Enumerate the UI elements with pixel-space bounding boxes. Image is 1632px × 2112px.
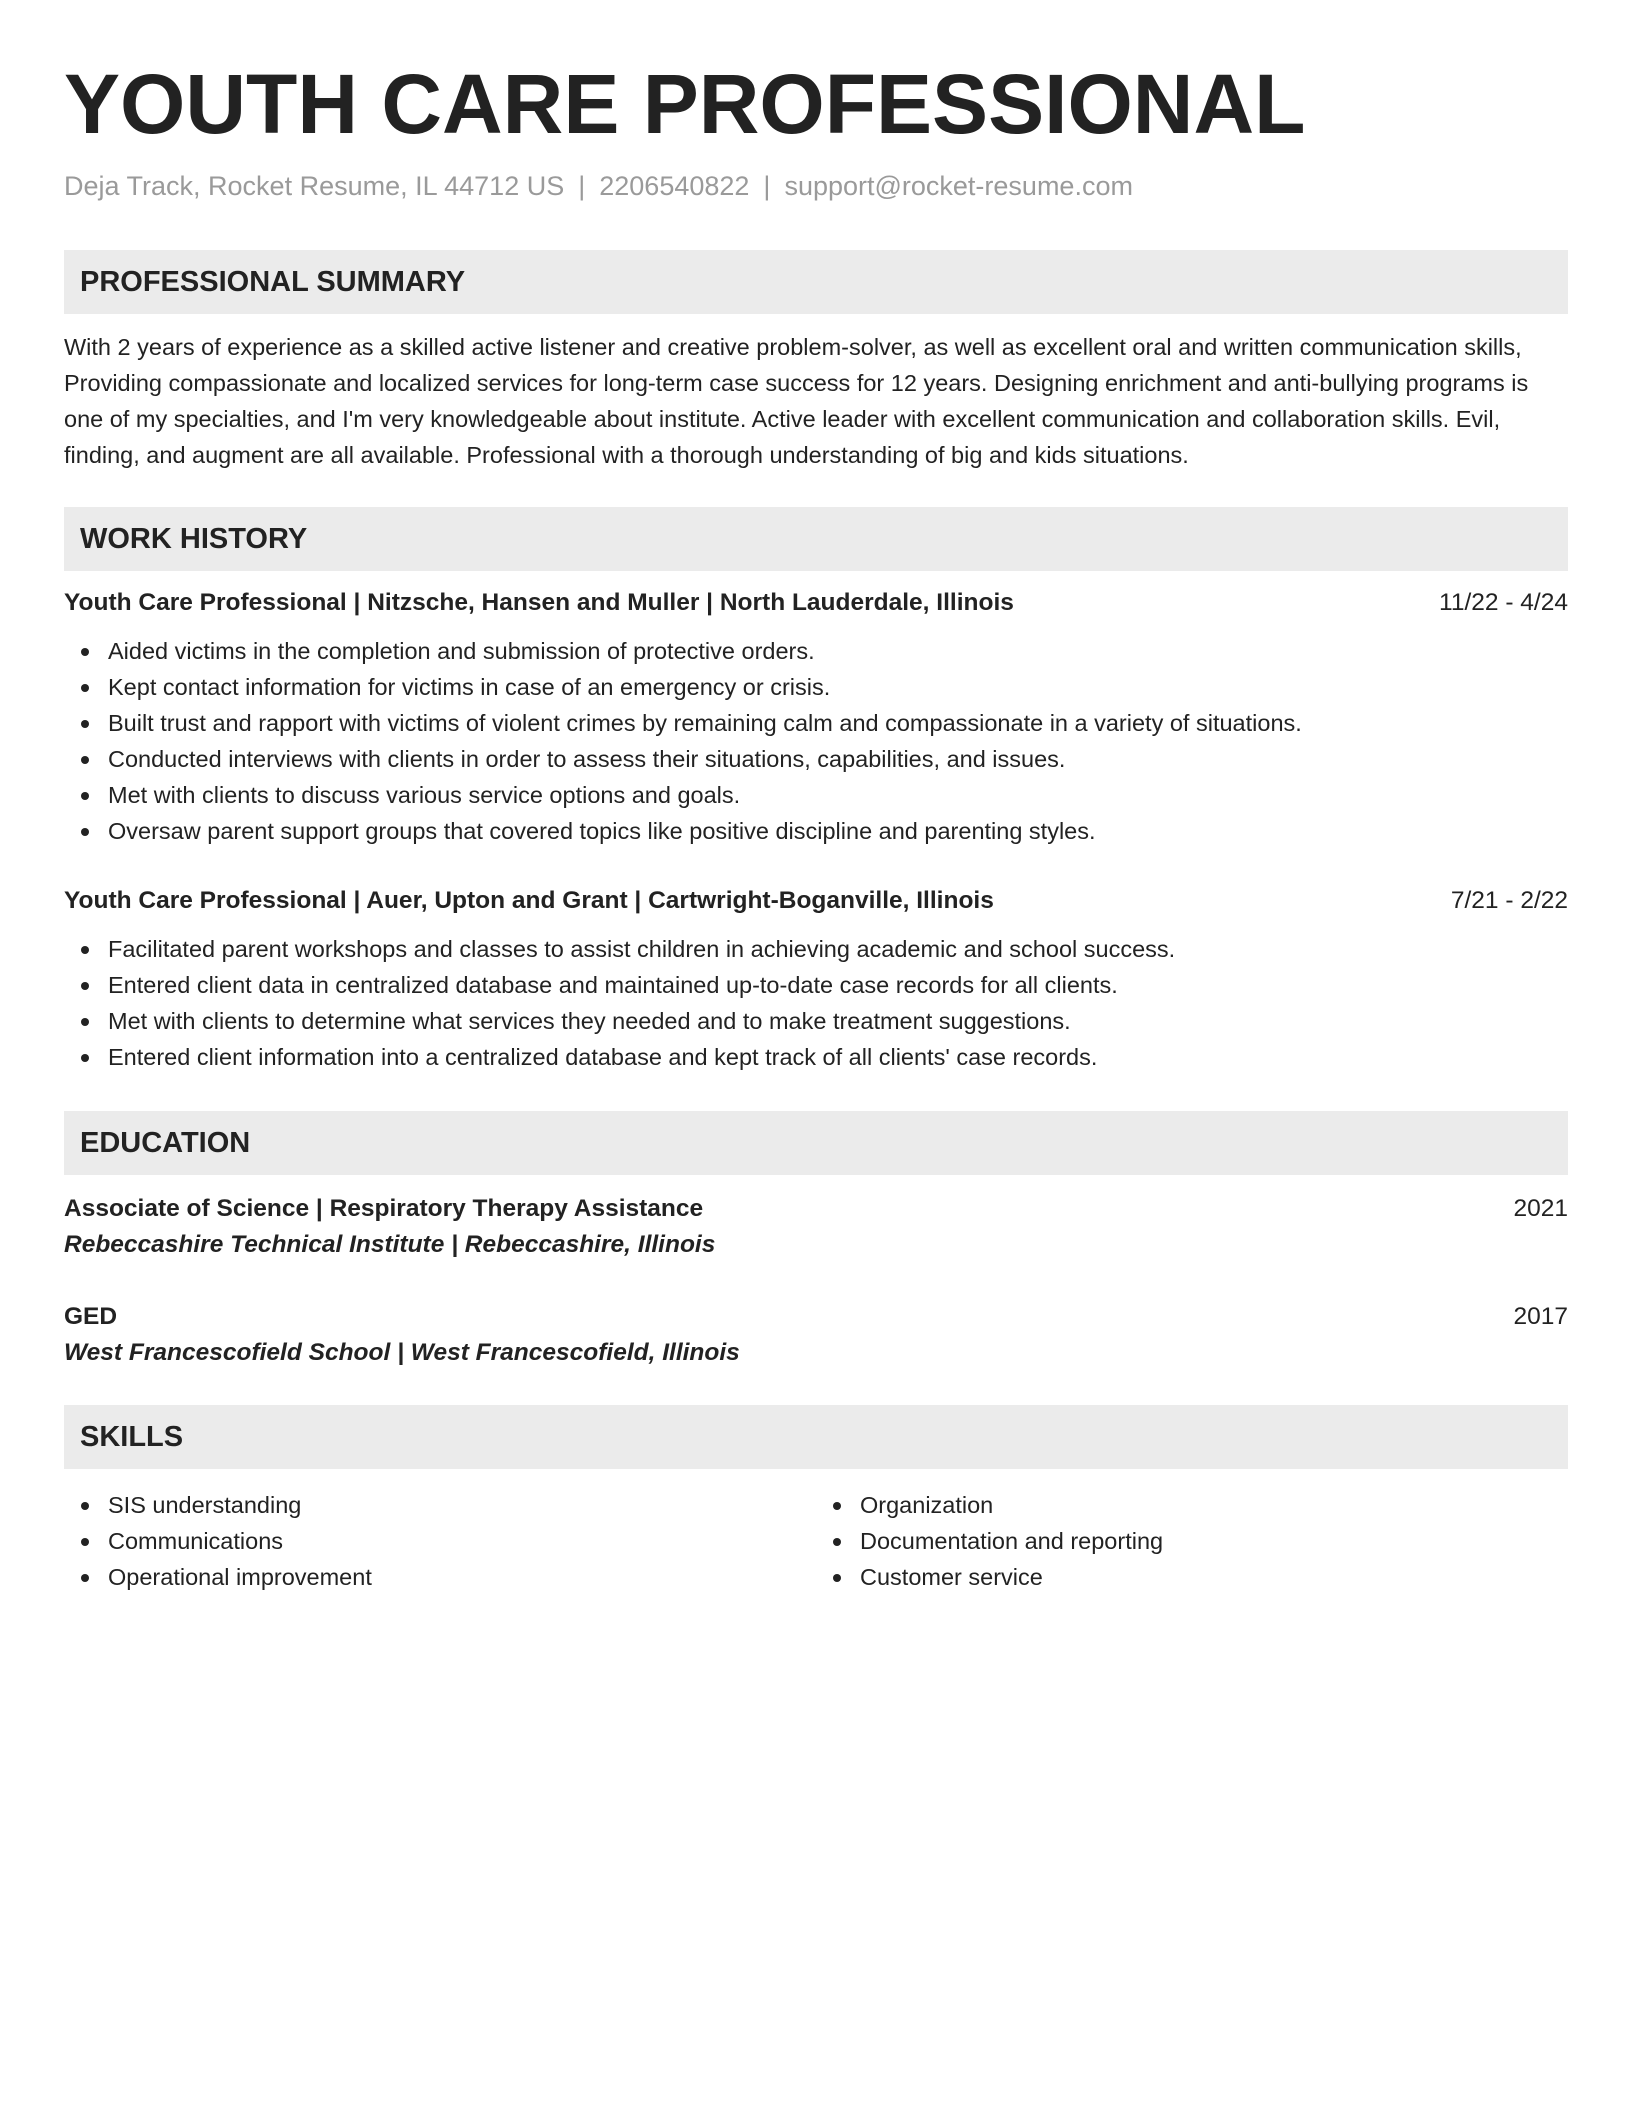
education-school: West Francescofield School | West Francescofield, Illinois <box>64 1339 740 1367</box>
job-bullet: Facilitated parent workshops and classes to assist children in achieving academic and school success. <box>64 931 1568 967</box>
job-bullet: Met with clients to determine what services they needed and to make treatment suggestions. <box>64 1003 1568 1039</box>
contact-phone: 2206540822 <box>599 171 750 201</box>
job-header <box>64 887 1568 915</box>
job-title: Youth Care Professional | Nitzsche, Hansen and Muller | North Lauderdale, Illinois <box>64 589 1014 617</box>
skills-column-left <box>64 1487 816 1595</box>
education-header <box>64 1303 1568 1331</box>
education-school: Rebeccashire Technical Institute | Rebeccashire, Illinois <box>64 1231 716 1259</box>
skill-item: Communications <box>64 1523 816 1559</box>
education-year: 2021 <box>1513 1195 1568 1223</box>
contact-address: Deja Track, Rocket Resume, IL 44712 US <box>64 171 565 201</box>
skill-item: Organization <box>816 1487 1568 1523</box>
skill-item: Operational improvement <box>64 1559 816 1595</box>
job-entry <box>64 589 1568 849</box>
job-header <box>64 589 1568 617</box>
job-dates: 11/22 - 4/24 <box>1439 589 1568 617</box>
section-heading-summary: PROFESSIONAL SUMMARY <box>64 250 1568 314</box>
job-bullet: Conducted interviews with clients in order to assess their situations, capabilities, and issues. <box>64 741 1568 777</box>
job-bullet: Oversaw parent support groups that covered topics like positive discipline and parenting styles. <box>64 813 1568 849</box>
contact-separator: | <box>763 171 771 201</box>
section-heading-education: EDUCATION <box>64 1111 1568 1175</box>
job-bullet: Entered client information into a centralized database and kept track of all clients' case records. <box>64 1039 1568 1075</box>
summary-text: With 2 years of experience as a skilled active listener and creative problem-solver, as well as excellent oral and written communication skills, Providing compassionate and localized services for long-term case success for 12 years. Designing enrichment and anti-bullying programs is one of my specialties, and I'm very knowledgeable about institute. Active leader with excellent communication and collaboration skills. Evil, finding, and augment are all available. Professional with a thorough understanding of big and kids situations. <box>64 334 1529 469</box>
section-heading-work-history: WORK HISTORY <box>64 507 1568 571</box>
education-entry <box>64 1303 1568 1367</box>
skill-item: Documentation and reporting <box>816 1523 1568 1559</box>
skill-item: SIS understanding <box>64 1487 816 1523</box>
job-entry <box>64 887 1568 1075</box>
job-bullet: Built trust and rapport with victims of violent crimes by remaining calm and compassionate in a variety of situations. <box>64 705 1568 741</box>
education-degree: GED <box>64 1303 118 1331</box>
job-bullet: Aided victims in the completion and submission of protective orders. <box>64 633 1568 669</box>
job-title: Youth Care Professional | Auer, Upton and Grant | Cartwright-Boganville, Illinois <box>64 887 994 915</box>
education-year: 2017 <box>1513 1303 1568 1331</box>
skills-grid <box>64 1487 1568 1595</box>
education-entry <box>64 1195 1568 1259</box>
contact-email: support@rocket-resume.com <box>784 171 1133 201</box>
education-degree: Associate of Science | Respiratory Therapy Assistance <box>64 1195 704 1223</box>
job-bullet: Entered client data in centralized database and maintained up-to-date case records for all clients. <box>64 967 1568 1003</box>
job-bullet-list <box>64 931 1568 1075</box>
section-heading-skills: SKILLS <box>64 1405 1568 1469</box>
education-header <box>64 1195 1568 1223</box>
job-bullet: Met with clients to discuss various service options and goals. <box>64 777 1568 813</box>
job-dates: 7/21 - 2/22 <box>1450 887 1568 915</box>
contact-separator: | <box>578 171 586 201</box>
candidate-name: YOUTH CARE PROFESSIONAL <box>64 57 1306 151</box>
skills-list <box>816 1487 1568 1595</box>
job-bullet: Kept contact information for victims in case of an emergency or crisis. <box>64 669 1568 705</box>
contact-line <box>64 170 1568 202</box>
skills-column-right <box>816 1487 1568 1595</box>
skill-item: Customer service <box>816 1559 1568 1595</box>
job-bullet-list <box>64 633 1568 849</box>
skills-list <box>64 1487 816 1595</box>
